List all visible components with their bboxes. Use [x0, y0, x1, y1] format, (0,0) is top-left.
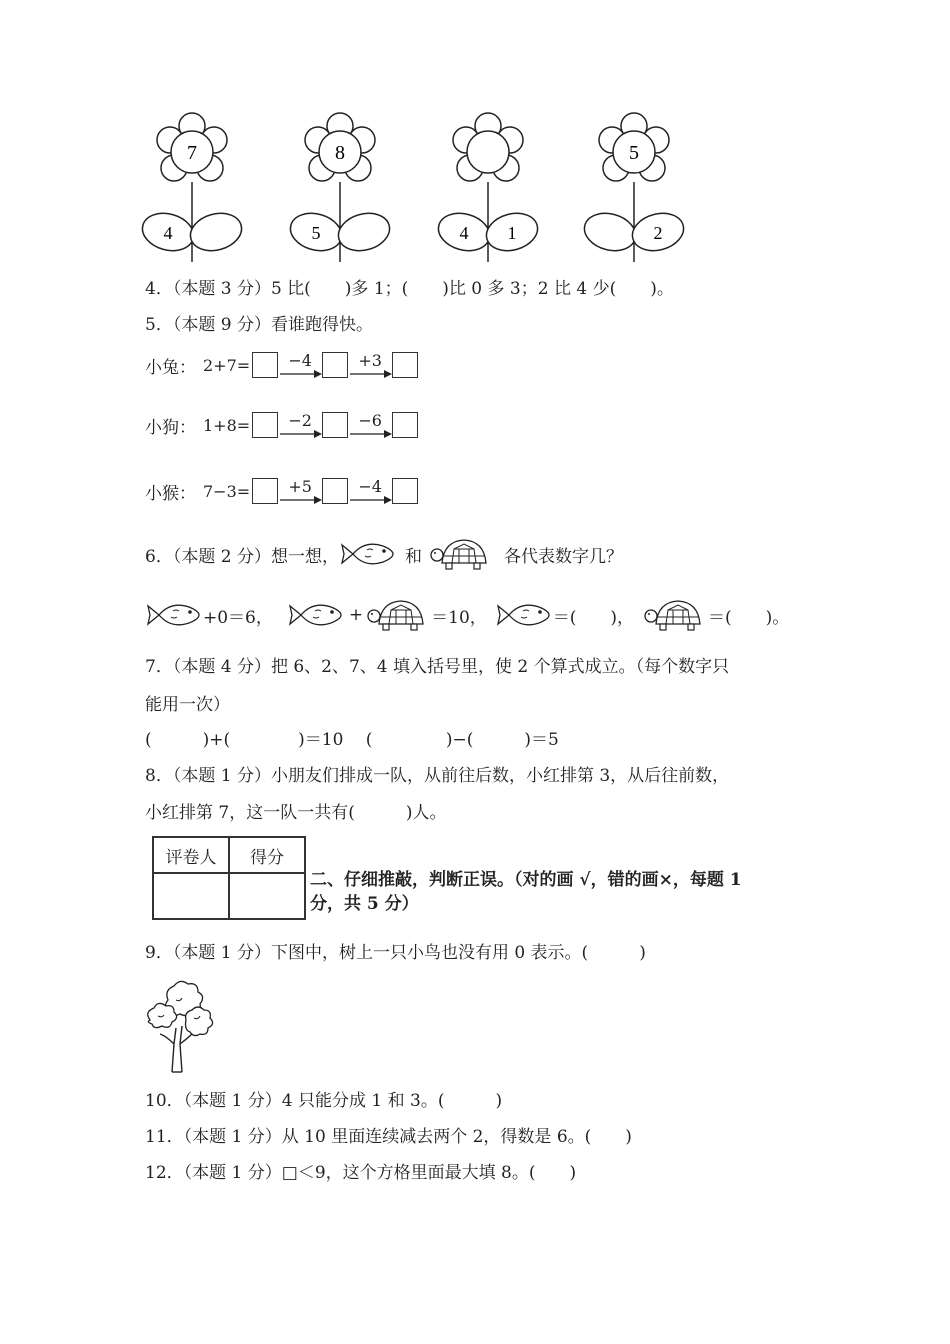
q5-rabbit-row — [145, 348, 418, 378]
fish-icon — [495, 597, 553, 633]
rabbit-arrow-1 — [278, 350, 322, 378]
grader-header: 评卷人 — [153, 837, 229, 873]
flower-1-left-leaf: 4 — [163, 223, 173, 243]
grader-cell[interactable] — [153, 873, 229, 919]
flower-4 — [580, 113, 688, 262]
dog-label: 小狗： — [145, 418, 196, 438]
flowers-svg — [140, 112, 710, 262]
rabbit-arrow-2 — [348, 350, 392, 378]
q6-suffix: 各代表数字几？ — [503, 546, 623, 567]
turtle-icon — [430, 535, 494, 573]
score-header: 得分 — [229, 837, 305, 873]
q5-dog-row — [145, 408, 418, 438]
q6-plus: + — [348, 605, 364, 625]
question-7-line-1: 7．（本题 4 分）把 6、2、7、4 填入括号里，使 2 个算式成立。（每个数字只 — [145, 657, 730, 677]
turtle-icon — [367, 596, 431, 634]
flower-2-left-leaf: 5 — [311, 223, 321, 243]
q5-monkey-row — [145, 474, 418, 504]
question-12: 12．（本题 1 分）□＜9，这个方格里面最大填 8。( ) — [145, 1163, 577, 1183]
tree-icon — [142, 978, 218, 1074]
rabbit-box-1[interactable] — [252, 352, 278, 378]
rabbit-label: 小兔： — [145, 358, 196, 378]
fish-icon — [145, 597, 203, 633]
monkey-op-2: −4 — [358, 476, 382, 496]
question-7-equations: ( )+( )＝10 ( )−( )＝5 — [145, 730, 559, 750]
dog-box-2[interactable] — [322, 412, 348, 438]
question-10: 10．（本题 1 分）4 只能分成 1 和 3。( ) — [145, 1091, 503, 1111]
question-5-title: 5．（本题 9 分）看谁跑得快。 — [145, 315, 373, 335]
rabbit-op-2: +3 — [358, 350, 382, 370]
monkey-arrow-1 — [278, 476, 322, 504]
flower-4-center: 5 — [629, 142, 639, 164]
flower-2-center: 8 — [335, 142, 345, 164]
monkey-box-3[interactable] — [392, 478, 418, 504]
flower-2 — [286, 113, 394, 262]
flower-1 — [140, 113, 246, 262]
monkey-box-2[interactable] — [322, 478, 348, 504]
dog-op-2: −6 — [358, 410, 382, 430]
question-8-line-2: 小红排第 7，这一队一共有( )人。 — [145, 803, 447, 823]
flower-row — [140, 112, 710, 262]
question-6 — [145, 535, 623, 573]
dog-box-1[interactable] — [252, 412, 278, 438]
dog-arrow-2 — [348, 410, 392, 438]
dog-op-1: −2 — [288, 410, 312, 430]
dog-arrow-1 — [278, 410, 322, 438]
q6-and: 和 — [404, 546, 422, 567]
dog-box-3[interactable] — [392, 412, 418, 438]
flower-3-left-leaf: 4 — [459, 223, 469, 243]
monkey-arrow-2 — [348, 476, 392, 504]
monkey-box-1[interactable] — [252, 478, 278, 504]
rabbit-box-3[interactable] — [392, 352, 418, 378]
q6-eq2: ＝10， — [431, 607, 487, 628]
question-4: 4．（本题 3 分）5 比( )多 1；( )比 0 多 3；2 比 4 少( )。 — [145, 279, 674, 299]
rabbit-expr: 2+7= — [203, 355, 251, 375]
tree-illustration — [142, 978, 218, 1078]
q6-eq4: ＝( )。 — [708, 607, 790, 628]
score-table — [152, 836, 306, 920]
monkey-expr: 7−3= — [203, 481, 251, 501]
fish-icon — [287, 597, 345, 633]
q6-equations — [145, 596, 789, 634]
fish-icon — [339, 536, 397, 572]
question-7-line-2: 能用一次） — [145, 695, 230, 715]
score-cell[interactable] — [229, 873, 305, 919]
flower-3 — [434, 113, 542, 262]
question-8-line-1: 8．（本题 1 分）小朋友们排成一队，从前往后数，小红排第 3，从后往前数， — [145, 766, 730, 786]
rabbit-box-2[interactable] — [322, 352, 348, 378]
flower-3-right-leaf: 1 — [507, 223, 517, 243]
q6-prefix: 6．（本题 2 分）想一想， — [145, 546, 339, 567]
dog-expr: 1+8= — [203, 415, 251, 435]
question-9: 9．（本题 1 分）下图中，树上一只小鸟也没有用 0 表示。( ) — [145, 943, 646, 963]
rabbit-op-1: −4 — [288, 350, 312, 370]
q6-eq3: ＝( )， — [552, 607, 635, 628]
section-2-line-1: 二、仔细推敲，判断正误。（对的画 √，错的画×，每题 1 — [310, 870, 742, 890]
section-2-line-2: 分，共 5 分） — [310, 894, 419, 914]
flower-1-center: 7 — [187, 142, 197, 164]
turtle-icon — [644, 596, 708, 634]
flower-4-right-leaf: 2 — [653, 223, 663, 243]
question-11: 11．（本题 1 分）从 10 里面连续减去两个 2，得数是 6。( ) — [145, 1127, 632, 1147]
q6-eq1: +0＝6， — [203, 607, 273, 628]
monkey-op-1: +5 — [288, 476, 312, 496]
monkey-label: 小猴： — [145, 484, 196, 504]
section-2-heading — [310, 868, 800, 916]
